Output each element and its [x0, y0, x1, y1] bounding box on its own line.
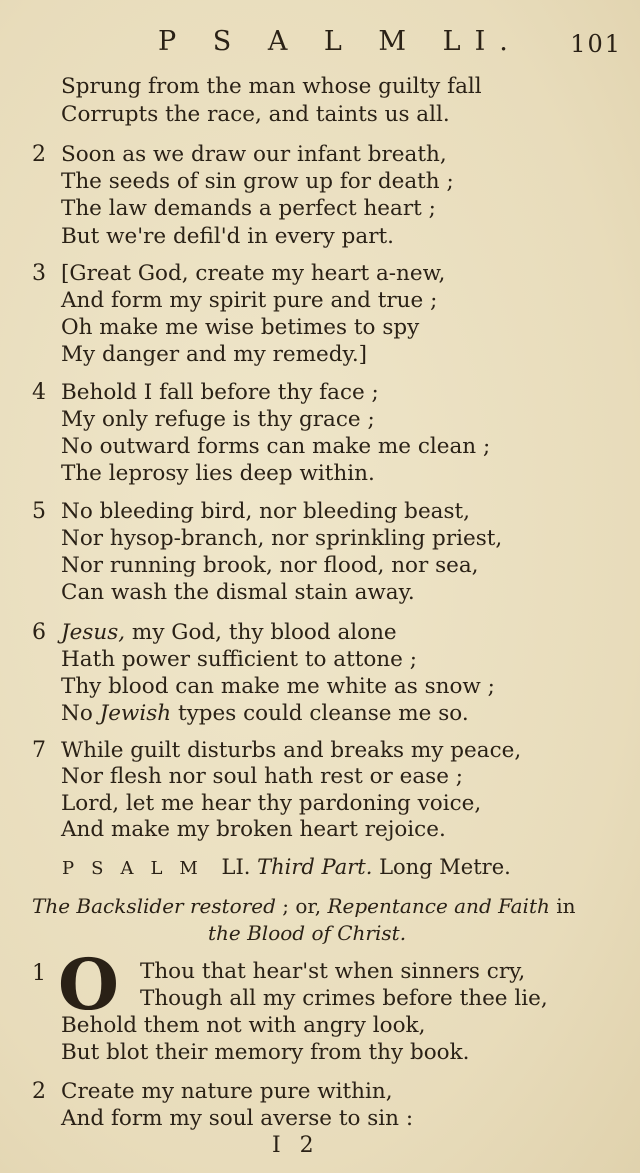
- verse-line: My only refuge is thy grace ;: [61, 407, 375, 432]
- subtitle-text: The Backslider restored: [32, 894, 276, 918]
- signature-mark: I 2: [272, 1133, 320, 1158]
- verse-line: Thy blood can make me white as snow ;: [61, 674, 495, 699]
- verse-line: Can wash the dismal stain away.: [61, 580, 415, 605]
- verse-line: Nor hysop-branch, nor sprinkling priest,: [61, 526, 503, 551]
- verse-number: 6: [32, 620, 46, 645]
- verse-text: types could cleanse me so.: [171, 701, 469, 726]
- verse-text: No: [61, 701, 100, 726]
- verse-line: Behold I fall before thy face ;: [61, 380, 379, 405]
- verse-line: And form my spirit pure and true ;: [61, 288, 438, 313]
- subtitle-text: in: [549, 894, 576, 918]
- verse-line: Though all my crimes before thee lie,: [140, 986, 548, 1011]
- page-number: 101: [570, 30, 622, 58]
- verse-line: Nor running brook, nor flood, nor sea,: [61, 553, 479, 578]
- psalm-word: PSALM: [62, 858, 215, 879]
- verse-line: [61, 619, 397, 647]
- part-label: Third Part.: [257, 855, 373, 879]
- verse-line: No outward forms can make me clean ;: [61, 434, 491, 459]
- drop-cap: O: [58, 943, 119, 1026]
- page-header: [0, 26, 640, 60]
- verse-line: And form my soul averse to sin :: [61, 1106, 414, 1131]
- verse-number: 2: [32, 1079, 46, 1104]
- subtitle-text: ; or,: [275, 894, 328, 918]
- verse-line: Thou that hear'st when sinners cry,: [140, 959, 526, 984]
- section-heading: [62, 853, 511, 883]
- verse-number: 1: [32, 961, 46, 986]
- verse-number: 3: [32, 261, 46, 286]
- verse-line: Behold them not with angry look,: [61, 1013, 426, 1038]
- verse-line: The seeds of sin grow up for death ;: [61, 169, 454, 194]
- verse-line: But we're defil'd in every part.: [61, 224, 394, 249]
- verse-number: 4: [32, 380, 46, 405]
- subtitle-line: [32, 892, 576, 920]
- verse-line: Oh make me wise betimes to spy: [61, 315, 420, 340]
- verse-line: Lord, let me hear thy pardoning voice,: [61, 791, 482, 816]
- verse-line: Soon as we draw our infant breath,: [61, 142, 447, 167]
- verse-line: My danger and my remedy.]: [61, 342, 368, 367]
- subtitle-line: the Blood of Christ.: [208, 921, 407, 945]
- verse-line: Corrupts the race, and taints us all.: [61, 102, 450, 127]
- verse-number: 2: [32, 142, 46, 167]
- verse-line: Sprung from the man whose guilty fall: [61, 74, 482, 99]
- verse-number: 5: [32, 499, 46, 524]
- verse-line: Nor flesh nor soul hath rest or ease ;: [61, 764, 464, 789]
- verse-line: Hath power sufficient to attone ;: [61, 647, 417, 672]
- italic-name: Jesus,: [61, 620, 126, 645]
- psalm-number: LI.: [214, 855, 251, 879]
- verse-line: [61, 700, 469, 728]
- verse-line: The law demands a perfect heart ;: [61, 196, 436, 221]
- verse-line: [Great God, create my heart a-new,: [61, 261, 446, 286]
- verse-line: No bleeding bird, nor bleeding beast,: [61, 499, 470, 524]
- verse-line: But blot their memory from thy book.: [61, 1040, 470, 1065]
- subtitle-text: Repentance and Faith: [327, 894, 550, 918]
- verse-line: While guilt disturbs and breaks my peace,: [61, 738, 522, 763]
- verse-number: 7: [32, 738, 46, 763]
- italic-word: Jewish: [99, 701, 172, 726]
- verse-line: Create my nature pure within,: [61, 1079, 393, 1104]
- running-head: P S A L M LI.: [158, 26, 522, 57]
- metre-label: Long Metre.: [379, 855, 511, 879]
- verse-line: The leprosy lies deep within.: [61, 461, 375, 486]
- verse-line: And make my broken heart rejoice.: [61, 817, 446, 842]
- verse-text: my God, thy blood alone: [125, 620, 397, 645]
